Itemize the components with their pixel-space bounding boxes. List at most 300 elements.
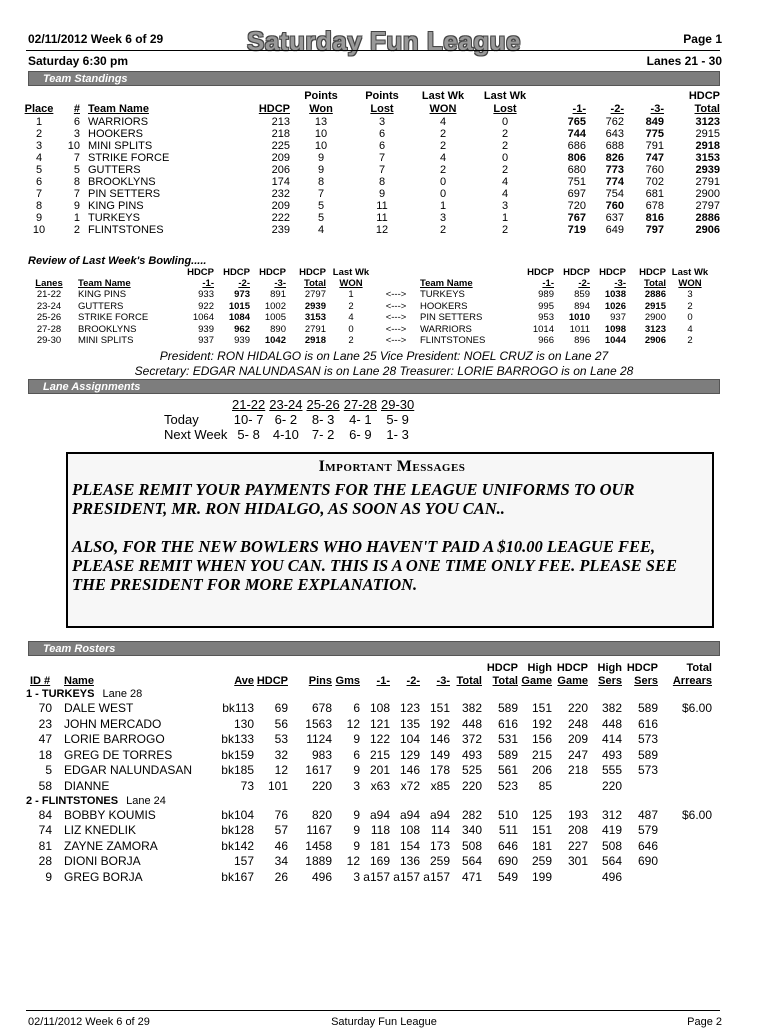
roster-col-arrears: Total Arrears [672, 662, 712, 687]
roster-col-high-sers: High Sers [597, 662, 622, 687]
col-place: Place [24, 103, 54, 115]
standings-place: 3 [35, 140, 43, 152]
standings-total: 2918 [695, 140, 720, 152]
roster-htot: 510 [497, 807, 518, 822]
roster-id: 58 [38, 778, 52, 793]
roster-hs: 508 [601, 838, 622, 853]
roster-pins: 983 [311, 747, 332, 762]
roster-hdg: 301 [567, 854, 588, 869]
review-l3: 1002 [264, 300, 286, 312]
standings-team: PIN SETTERS [88, 188, 161, 200]
review-r3: 1038 [604, 289, 626, 300]
standings-place: 6 [35, 176, 43, 188]
standings-g1: 697 [567, 188, 586, 200]
col-points-lost: Points Lost [365, 90, 399, 115]
roster-hg: 192 [531, 716, 552, 731]
roster-arr [658, 732, 712, 748]
roster-player-row [26, 732, 712, 748]
roster-hdcp: 32 [274, 747, 288, 762]
standings-g2: 754 [605, 188, 624, 200]
standings-lwlost: 2 [501, 224, 509, 236]
standings-place: 10 [32, 224, 46, 236]
roster-team-header [26, 688, 712, 701]
roster-gms: 9 [353, 838, 360, 853]
review-rw: 4 [687, 323, 693, 335]
roster-id: 74 [38, 823, 52, 838]
standings-row [22, 188, 720, 200]
standings-total: 2906 [695, 224, 720, 236]
review-r2: 859 [574, 289, 590, 300]
lane-21-22: 21-22 [232, 397, 266, 412]
rev-col-g3-right: HDCP -3- [599, 267, 626, 289]
rev-col-team: Team Name [78, 278, 131, 289]
roster-player-row [26, 854, 712, 870]
roster-ave: 130 [233, 716, 254, 731]
review-rteam: TURKEYS [420, 289, 465, 300]
review-l2: 962 [234, 323, 250, 335]
roster-arr: $6.00 [681, 807, 712, 822]
review-vs: <---> [385, 312, 407, 323]
standings-g3: 775 [645, 128, 664, 140]
roster-hdcp: 53 [274, 732, 288, 747]
roster-hdg: 220 [567, 701, 588, 715]
roster-total: 372 [461, 732, 482, 747]
standings-hdcp: 222 [271, 212, 290, 224]
roster-g2: a157 [393, 869, 420, 884]
roster-g1: 121 [369, 716, 390, 731]
roster-hg: 215 [531, 747, 552, 762]
standings-g1: 680 [567, 164, 586, 176]
review-rw: 3 [687, 289, 693, 300]
roster-g2: 136 [399, 854, 420, 869]
roster-g3: 178 [429, 763, 450, 778]
roster-total: 493 [461, 747, 482, 762]
review-lteam: STRIKE FORCE [78, 312, 149, 323]
standings-team: FLINTSTONES [88, 224, 164, 236]
roster-id: 23 [38, 716, 52, 731]
standings-hdcp: 218 [271, 128, 290, 140]
roster-g1: 108 [369, 701, 390, 715]
roster-gms: 6 [353, 747, 360, 762]
standings-num: 2 [73, 224, 80, 236]
roster-htot: 589 [497, 701, 518, 715]
roster-player-row [26, 870, 712, 886]
roster-hs: 312 [601, 807, 622, 822]
roster-arr: $6.00 [681, 701, 712, 715]
review-row [28, 312, 714, 324]
roster-gms: 12 [346, 716, 360, 731]
review-lanes: 23-24 [36, 300, 62, 312]
standings-team: BROOKLYNS [88, 176, 156, 188]
standings-team: MINI SPLITS [88, 140, 153, 152]
standings-row [22, 128, 720, 140]
lanes-range: Lanes 21 - 30 [646, 54, 722, 68]
roster-hdcp: 69 [274, 701, 288, 715]
review-lanes: 21-22 [36, 289, 62, 300]
standings-total: 2797 [695, 200, 720, 212]
standings-lwwon: 0 [439, 188, 447, 200]
roster-gms: 3 [353, 869, 360, 884]
standings-hdcp: 239 [271, 224, 290, 236]
roster-player-row [26, 748, 712, 764]
roster-col-ave: Ave [234, 675, 254, 687]
roster-hdcp: 56 [274, 716, 288, 731]
standings-num: 5 [73, 164, 80, 176]
review-row [28, 324, 714, 336]
roster-name: DALE WEST [64, 701, 134, 715]
roster-g1: 181 [369, 838, 390, 853]
review-lteam: KING PINS [78, 289, 127, 300]
roster-name: BOBBY KOUMIS [64, 807, 156, 822]
roster-name: GREG BORJA [64, 869, 143, 884]
roster-g3: 114 [430, 823, 450, 838]
roster-htot: 616 [497, 716, 518, 731]
standings-lwlost: 4 [501, 176, 509, 188]
standings-place: 5 [35, 164, 43, 176]
roster-htot: 646 [497, 838, 518, 853]
roster-hs: 414 [601, 732, 622, 747]
review-vs: <---> [385, 323, 407, 335]
roster-hg: 206 [531, 763, 552, 778]
col-hdcp: HDCP [258, 103, 290, 115]
roster-hg: 259 [531, 854, 552, 869]
standings-lwwon: 0 [439, 176, 447, 188]
review-lanes: 27-28 [36, 323, 62, 335]
lane-29-30: 29-30 [381, 397, 415, 412]
roster-team-header [26, 795, 712, 808]
roster-arr [658, 763, 712, 779]
standings-lost: 7 [378, 164, 386, 176]
standings-num: 6 [73, 116, 80, 128]
standings-lwwon: 2 [439, 224, 447, 236]
standings-row [22, 116, 720, 128]
roster-hds [622, 779, 658, 795]
roster-hg: 85 [538, 778, 552, 793]
roster-g3: a94 [429, 807, 450, 822]
roster-htot: 511 [498, 823, 518, 838]
roster-g2: 104 [399, 732, 420, 747]
review-l2: 1015 [228, 300, 250, 312]
standings-lwwon: 2 [439, 164, 447, 176]
roster-col-g3: -3- [436, 675, 450, 687]
review-rt: 2886 [644, 289, 666, 300]
roster-player-row [26, 808, 712, 824]
roster-gms: 9 [353, 732, 360, 747]
review-lw: 0 [348, 323, 354, 335]
roster-hds [622, 870, 658, 886]
review-rw: 2 [687, 300, 693, 312]
standings-g3: 681 [645, 188, 664, 200]
roster-hs: 496 [601, 869, 622, 884]
team-lane: Lane 24 [126, 794, 166, 807]
review-row [28, 301, 714, 313]
standings-g1: 720 [567, 200, 586, 212]
roster-player-row [26, 823, 712, 839]
standings-lwlost: 1 [501, 212, 509, 224]
roster-arr [658, 839, 712, 855]
review-vs: <---> [385, 300, 407, 312]
day-time: Saturday 6:30 pm [28, 54, 129, 68]
roster-htot: 690 [497, 854, 518, 869]
review-lteam: MINI SPLITS [78, 335, 134, 346]
footer-date-week: 02/11/2012 Week 6 of 29 [28, 1016, 150, 1028]
rev-col-g3: HDCP -3- [259, 267, 286, 289]
roster-htot: 523 [497, 778, 518, 793]
roster-hs: 382 [601, 701, 622, 715]
lane-25-26: 25-26 [306, 397, 340, 412]
roster-ave: bk128 [221, 823, 254, 838]
roster-ave: bk113 [222, 701, 254, 715]
standings-won: 9 [317, 152, 325, 164]
standings-team: STRIKE FORCE [88, 152, 170, 164]
review-header-row [28, 267, 714, 289]
roster-hdcp: 12 [274, 763, 288, 778]
team-name: 2 - FLINTSTONES [26, 794, 119, 807]
review-rt: 3123 [644, 323, 666, 335]
roster-g2: a94 [399, 807, 420, 822]
roster-id: 70 [38, 701, 52, 715]
standings-lost: 3 [378, 116, 386, 128]
roster-gms: 9 [353, 763, 360, 778]
rev-col-vs [376, 267, 416, 289]
standings-place: 4 [35, 152, 43, 164]
roster-g1: 169 [369, 854, 390, 869]
footer-title: Saturday Fun League [331, 1016, 437, 1028]
standings-row [22, 224, 720, 236]
standings-lost: 9 [378, 188, 386, 200]
standings-won: 5 [317, 212, 325, 224]
roster-total: 508 [461, 838, 482, 853]
messages-title: Important Messages [318, 458, 466, 475]
standings-g3: 791 [645, 140, 664, 152]
roster-g1: a94 [369, 807, 390, 822]
standings-won: 10 [314, 140, 328, 152]
review-vs: <---> [385, 289, 407, 300]
roster-g1: x63 [370, 778, 390, 793]
roster-arr [658, 870, 712, 886]
standings-header-row [22, 90, 720, 116]
roster-hdg [552, 779, 588, 795]
roster-gms: 6 [353, 701, 360, 715]
standings-lwwon: 4 [439, 116, 447, 128]
roster-g3: 173 [429, 838, 450, 853]
roster-name: LIZ KNEDLIK [64, 823, 137, 838]
standings-row [22, 164, 720, 176]
roster-g1: 118 [370, 823, 390, 838]
roster-name: GREG DE TORRES [64, 747, 173, 762]
roster-g3: 146 [429, 732, 450, 747]
roster-total: 564 [461, 854, 482, 869]
roster-g1: a157 [363, 869, 390, 884]
review-l3: 1005 [264, 312, 286, 323]
standings-lost: 6 [378, 140, 386, 152]
standings-num: 7 [73, 188, 80, 200]
roster-player-row [26, 717, 712, 733]
roster-g2: 129 [399, 747, 420, 762]
standings-g1: 686 [567, 140, 586, 152]
standings-g3: 816 [645, 212, 664, 224]
review-l1: 922 [198, 300, 214, 312]
review-lteam: BROOKLYNS [78, 323, 137, 335]
review-r3: 1098 [604, 323, 626, 335]
roster-hg: 151 [531, 823, 552, 838]
header-rule [26, 50, 720, 51]
roster-id: 9 [45, 869, 52, 884]
roster-htot: 531 [497, 732, 518, 747]
standings-total: 2939 [695, 164, 720, 176]
standings-g2: 643 [605, 128, 624, 140]
standings-g2: 774 [605, 176, 624, 188]
review-l1: 937 [198, 335, 214, 346]
standings-team: TURKEYS [88, 212, 140, 224]
footer-rule [26, 1010, 720, 1011]
roster-pins: 678 [311, 701, 332, 715]
rev-col-won-right: Last Wk WON [671, 267, 709, 289]
officers-line-1: President: RON HIDALGO is on Lane 25 Vice President: NOEL CRUZ is on Lane 27 [159, 349, 609, 363]
standings-place: 9 [35, 212, 43, 224]
review-body [28, 289, 714, 347]
standings-lost: 11 [376, 200, 388, 212]
col-num: # [73, 103, 80, 115]
roster-hdg: 247 [567, 747, 588, 762]
review-lt: 2791 [304, 323, 326, 335]
roster-pins: 1458 [305, 838, 332, 853]
standings-won: 4 [317, 224, 325, 236]
standings-hdcp: 213 [271, 116, 290, 128]
review-l2: 973 [234, 289, 250, 300]
roster-pins: 1167 [306, 823, 332, 838]
roster-pins: 1617 [305, 763, 332, 778]
roster-table [26, 662, 712, 886]
roster-header-row [26, 662, 712, 688]
review-r2: 1010 [568, 312, 590, 323]
section-bar-rosters: Team Rosters [28, 641, 720, 656]
roster-hdg: 209 [567, 732, 588, 747]
header-date-week: 02/11/2012 Week 6 of 29 [28, 32, 164, 46]
roster-arr [658, 779, 712, 795]
standings-g1: 744 [567, 128, 586, 140]
roster-hds: 589 [637, 701, 658, 715]
standings-g2: 688 [605, 140, 624, 152]
roster-hs: 220 [601, 778, 622, 793]
rev-col-g1-right: HDCP -1- [527, 267, 554, 289]
roster-ave: bk185 [221, 763, 254, 778]
standings-lwlost: 4 [501, 188, 509, 200]
rev-col-won: Last Wk WON [332, 267, 370, 289]
roster-hs: 564 [601, 854, 622, 869]
standings-lost: 11 [376, 212, 388, 224]
review-l2: 1084 [228, 312, 250, 323]
review-r1: 1014 [532, 323, 554, 335]
roster-hds: 573 [637, 763, 658, 778]
col-team: Team Name [88, 103, 149, 115]
standings-total: 2886 [695, 212, 720, 224]
standings-row [22, 152, 720, 164]
standings-total: 2900 [695, 188, 720, 200]
standings-place: 1 [35, 116, 43, 128]
review-lteam: GUTTERS [78, 300, 124, 312]
roster-total: 525 [461, 763, 482, 778]
next-week-label: Next Week [164, 427, 228, 442]
roster-id: 18 [38, 747, 52, 762]
review-r2: 1011 [569, 323, 590, 335]
messages-body [72, 480, 712, 613]
standings-lwlost: 2 [501, 140, 509, 152]
roster-id: 81 [38, 838, 52, 853]
standings-hdcp: 232 [271, 188, 290, 200]
lane-assignments-table [164, 397, 418, 442]
standings-won: 10 [314, 128, 328, 140]
roster-hdg: 218 [567, 763, 588, 778]
col-lastwk-won: Last Wk WON [421, 90, 465, 115]
roster-id: 28 [38, 854, 52, 869]
standings-g2: 760 [605, 200, 624, 212]
roster-name: DIONI BORJA [64, 854, 141, 869]
review-r3: 937 [610, 312, 626, 323]
roster-g1: 201 [369, 763, 390, 778]
roster-hds: 616 [637, 716, 658, 731]
league-title: Saturday Fun League [247, 26, 521, 56]
rev-col-g2-right: HDCP -2- [563, 267, 590, 289]
roster-col-name: Name [64, 675, 94, 687]
review-lt: 2797 [304, 289, 326, 300]
standings-hdcp: 174 [271, 176, 290, 188]
standings-g2: 637 [605, 212, 624, 224]
review-r2: 894 [574, 300, 590, 312]
review-r2: 896 [574, 335, 590, 346]
roster-hdg [552, 870, 588, 886]
review-l3: 891 [270, 289, 286, 300]
section-bar-standings: Team Standings [28, 71, 720, 86]
roster-player-row [26, 763, 712, 779]
review-lt: 2918 [304, 335, 326, 346]
standings-hdcp: 225 [271, 140, 290, 152]
roster-col-total: Total [456, 675, 482, 687]
standings-row [22, 140, 720, 152]
review-lt: 3153 [304, 312, 326, 323]
rev-col-g1: HDCP -1- [187, 267, 214, 289]
roster-hdcp: 26 [274, 869, 288, 884]
standings-num: 8 [73, 176, 80, 188]
standings-g3: 747 [645, 152, 664, 164]
review-r1: 953 [538, 312, 554, 323]
standings-total: 3153 [695, 152, 720, 164]
standings-lwlost: 2 [501, 164, 509, 176]
roster-player-row [26, 701, 712, 717]
standings-g3: 702 [645, 176, 664, 188]
roster-hdg: 193 [567, 807, 588, 822]
standings-hdcp: 206 [271, 164, 290, 176]
lane-header-row [164, 397, 418, 412]
roster-hdg: 248 [567, 716, 588, 731]
roster-col-hdcp-total: HDCP Total [486, 662, 518, 687]
standings-lwwon: 3 [439, 212, 447, 224]
roster-player-row [26, 839, 712, 855]
standings-won: 7 [317, 188, 325, 200]
roster-hg: 199 [531, 869, 552, 884]
standings-g1: 765 [567, 116, 586, 128]
roster-g2: 146 [399, 763, 420, 778]
lane-today-row: Today 10- 7 6- 2 8- 3 4- 1 5- 9 [164, 412, 409, 427]
review-rteam: WARRIORS [420, 323, 472, 335]
roster-pins: 220 [311, 778, 332, 793]
roster-g2: 154 [399, 838, 420, 853]
standings-g1: 806 [567, 152, 586, 164]
standings-g3: 760 [645, 164, 664, 176]
roster-arr [658, 717, 712, 733]
standings-lwlost: 0 [501, 116, 509, 128]
roster-hds: 690 [637, 854, 658, 869]
